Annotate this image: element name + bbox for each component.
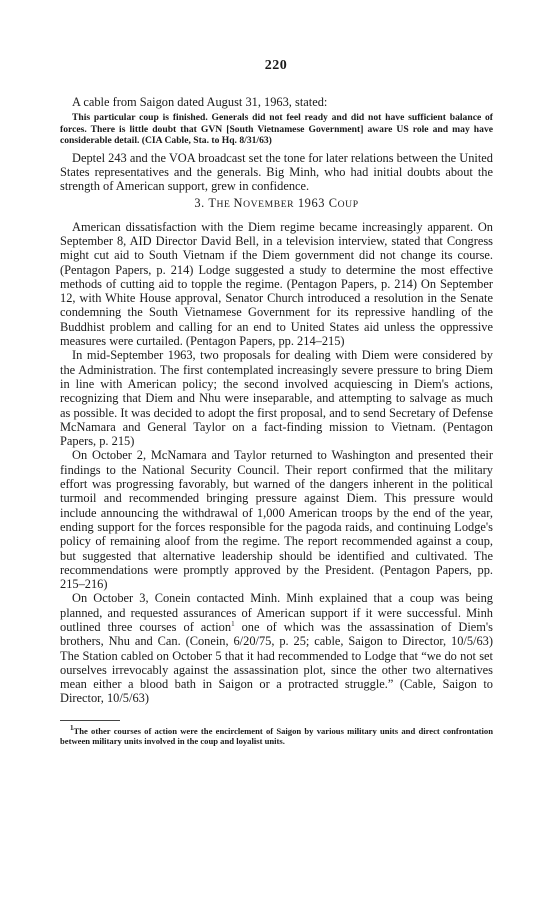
paragraph-october-2: On October 2, McNamara and Taylor returned to Washington and presented their findings to the National Security Council. Their report confirmed that the military effort was progressing favorably, but warned of the dangers inherent in the political turmoil and recommended bringing pressure against Diem. This pressure would include announcing the withdrawal of 1,000 American troops by the end of the year, ending support for the forces responsible for the pagoda raids, and continuing Lodge's policy of remaining aloof from the regime. The report recommended against a coup, but suggested that alternative leadership should be identified and cultivated. The recommendations were promptly approved by the President. (Pentagon Papers, pp. 215–216) bbox=[60, 448, 493, 592]
paragraph-october-3-start: On October 3, Conein contacted Minh. Minh explained that a coup was being planned, and requested assurances of American support if it were successful. Minh outlined three courses of action bbox=[60, 591, 493, 634]
section-title-letter-2: N bbox=[233, 195, 244, 210]
page-number: 220 bbox=[264, 58, 288, 73]
deptel-paragraph: Deptel 243 and the VOA broadcast set the tone for later relations between the United States representatives and the generals. Big Minh, who had initial doubts about the strength of American support, grew in confidence. bbox=[60, 150, 493, 194]
intro-lead: A cable from Saigon dated August 31, 1963, stated: bbox=[72, 95, 328, 109]
section-number: 3. bbox=[194, 195, 205, 210]
paragraph-october-3-end: one of which was the assassination of Diem's brothers, Nhu and Can. (Conein, 6/20/75, p. 25; cable, Saigon to Director, 10/5/63) The Station cabled on October 5 that it had recommended to Lodge that “we do not set ourselves irrevocably against the assassination plot, since the other two alternatives mean either a blood bath in Saigon or a protracted struggle.” (Cable, Saigon to Director, 10/5/63) bbox=[60, 620, 493, 706]
paragraph-october-3 bbox=[60, 591, 493, 705]
paragraph-dissatisfaction: American dissatisfaction with the Diem regime became increasingly apparent. On September 8, AID Director David Bell, in a television interview, stated that Congress might cut aid to South Vietnam if the Diem government did not change its course. (Pentagon Papers, p. 214) Lodge suggested a study to determine the most effective methods of cutting aid to topple the regime. (Pentagon Papers, p. 214) On September 12, with White House approval, Senator Church introduced a resolution in the Senate condemning the South Vietnamese Government for its repressive handling of the Buddhist problem and calling for an end to United States aid unless the oppressive measures were curtailed. (Pentagon Papers, pp. 214–215) bbox=[60, 219, 493, 349]
section-title-year: 1963 bbox=[294, 195, 329, 210]
section-title-part-3: OUP bbox=[337, 198, 359, 210]
footnote-marker: 1 bbox=[70, 723, 74, 732]
section-heading bbox=[60, 196, 493, 212]
section-title-letter-1: T bbox=[208, 195, 217, 210]
page-content bbox=[60, 95, 493, 746]
footnote bbox=[60, 723, 493, 746]
paragraph-mid-september: In mid-September 1963, two proposals for dealing with Diem were considered by the Administration. The first contemplated increasingly severe pressure to bring Diem in line with American policy; the second involved acquiescing in Diem's actions, recognizing that Diem and Nhu were inseparable, and attempting to salvage as much as possible. It was decided to adopt the first proposal, and to send Secretary of Defense McNamara and General Taylor on a fact-finding mission to Vietnam. (Pentagon Papers, p. 215) bbox=[60, 348, 493, 449]
cable-quote: This particular coup is finished. Generals did not feel ready and did not have sufficient balance of forces. There is little doubt that GVN [South Vietnamese Government] aware US role and may have considerable detail. (CIA Cable, Sta. to Hq. 8/31/63) bbox=[60, 112, 493, 147]
section-title-part-2: OVEMBER bbox=[243, 198, 295, 210]
footnote-text: The other courses of action were the encirclement of Saigon by various military units and direct confrontation between military units involved in the coup and loyalist units. bbox=[60, 725, 493, 746]
section-title-part-1: HE bbox=[216, 198, 234, 210]
section-title-letter-3: C bbox=[328, 195, 338, 210]
footnote-reference: 1 bbox=[231, 619, 235, 628]
footnote-divider bbox=[60, 720, 120, 721]
